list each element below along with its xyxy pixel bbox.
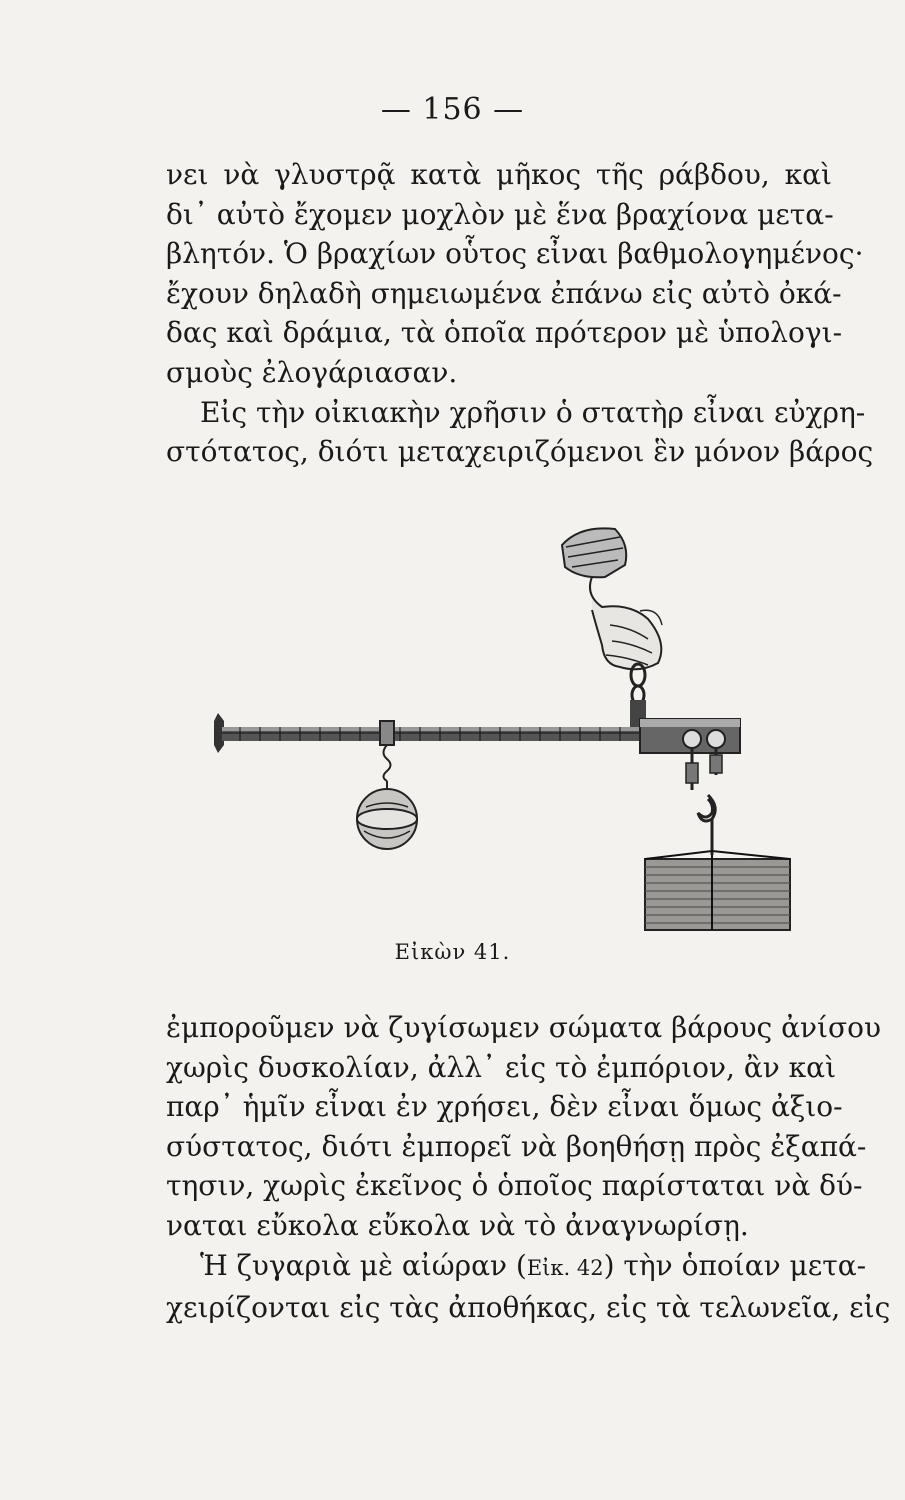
text-line: στότατος, διότι μεταχειριζόμενοι ἓν μόνον βάρος <box>166 435 874 469</box>
figure-reference: Εἰκ. 42 <box>526 1255 604 1280</box>
page-number-header: — 156 — <box>380 92 525 127</box>
paragraph-top <box>166 155 874 472</box>
text-line: τησιν, χωρὶς ἐκεῖνος ὁ ὁποῖος παρίσταται νὰ δύ- <box>166 1169 863 1203</box>
text-line: βλητόν. Ὁ βραχίων οὗτος εἶναι βαθμολογημένος· <box>166 237 864 271</box>
text-line: Εἰς τὴν οἰκιακὴν χρῆσιν ὁ στατὴρ εἶναι εὐχρη- <box>200 395 866 429</box>
figure-caption: Εἰκὼν 41. <box>394 940 511 964</box>
steelyard-illustration <box>200 515 800 935</box>
text-line: νει νὰ γλυστρᾷ κατὰ μῆκος τῆς ράβδου, καὶ <box>166 158 832 191</box>
text-fragment: ) τὴν ὁποίαν μετα- <box>603 1248 867 1282</box>
text-line: ναται εὔκολα εὔκολα νὰ τὸ ἀναγνωρίσῃ. <box>166 1208 749 1242</box>
text-line: χειρίζονται εἰς τὰς ἀποθήκας, εἰς τὰ τελωνεῖα, εἰς <box>166 1291 891 1325</box>
text-line: σμοὺς ἐλογάριασαν. <box>166 355 458 389</box>
text-line: ἔχουν δηλαδὴ σημειωμένα ἐπάνω εἰς αὐτὸ ὀκά- <box>166 276 842 310</box>
steelyard-beam <box>214 713 740 753</box>
text-line: χωρὶς δυσκολίαν, ἀλλ᾽ εἰς τὸ ἐμπόριον, ἂν καὶ <box>166 1050 837 1084</box>
hand-holding-scale-illustration <box>562 528 662 669</box>
load-package <box>645 851 790 930</box>
text-line: σύστατος, διότι ἐμπορεῖ νὰ βοηθήσῃ πρὸς ἐξαπά- <box>166 1129 867 1163</box>
paragraph-bottom <box>166 1008 891 1328</box>
text-line: παρ᾽ ἡμῖν εἶναι ἐν χρήσει, δὲν εἶναι ὅμως ἀξιο- <box>166 1090 843 1124</box>
text-line <box>166 1246 867 1289</box>
text-fragment: Ἡ ζυγαριὰ μὲ αἰώραν ( <box>200 1248 527 1282</box>
text-line: δι᾽ αὐτὸ ἔχομεν μοχλὸν μὲ ἕνα βραχίονα μετα- <box>166 197 834 231</box>
text-line: δας καὶ δράμια, τὰ ὁποῖα πρότερον μὲ ὑπολογι- <box>166 316 843 350</box>
load-hook <box>686 748 722 855</box>
text-line: ἐμποροῦμεν νὰ ζυγίσωμεν σώματα βάρους ἀνίσου <box>166 1011 882 1044</box>
